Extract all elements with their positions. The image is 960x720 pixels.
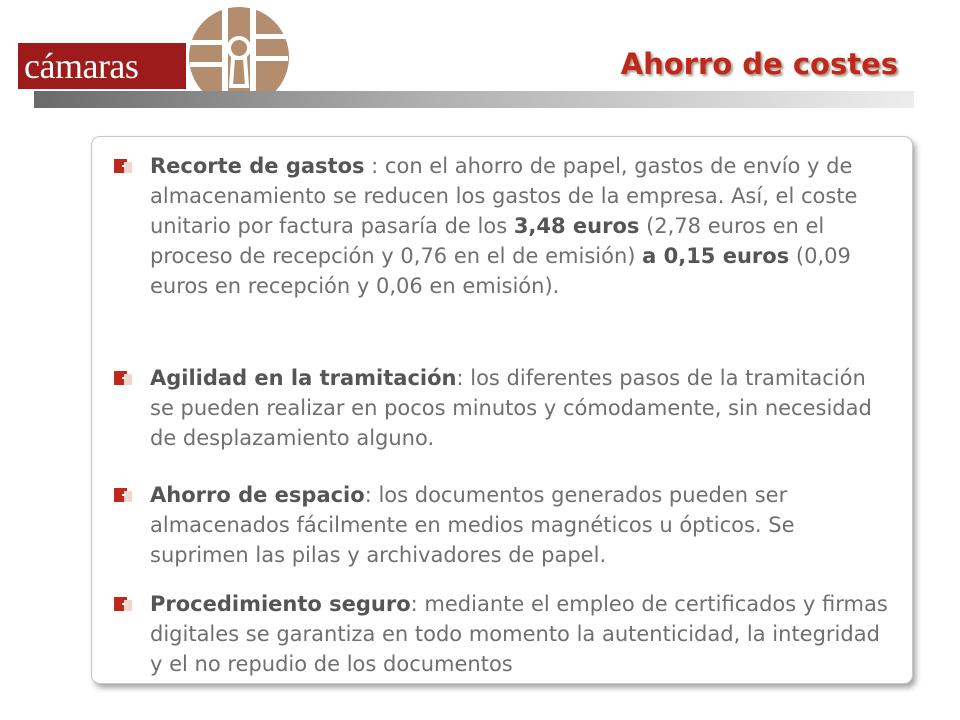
content-panel (91, 136, 913, 684)
item-term: Agilidad en la tramitación (150, 366, 457, 390)
list-item: Agilidad en la tramitación: los diferentes pasos de la tramitación se pueden realizar en pocos minutos y cómodamente, sin necesidad de desplazamiento alguno. (150, 363, 890, 453)
item-term: Recorte de gastos (150, 154, 365, 178)
bullet-icon (114, 597, 132, 611)
list-item: Recorte de gastos : con el ahorro de papel, gastos de envío y de almacenamiento se reducen los gastos de la empresa. Así, el coste unitario por factura pasaría de los 3,48 euros (2,78 euros en el proceso de recepción y 0,76 en el de emisión) a 0,15 euros (0,09 euros en recepción y 0,06 en emisión). (150, 151, 890, 301)
bullet-icon (114, 371, 132, 385)
bullet-icon (114, 488, 132, 502)
list-item: Ahorro de espacio: los documentos generados pueden ser almacenados fácilmente en medios magnéticos u ópticos. Se suprimen las pilas y archivadores de papel. (150, 480, 890, 570)
camaras-logo: cámaras (18, 43, 186, 89)
list-item: Procedimiento seguro: mediante el empleo de certificados y firmas digitales se garantiza en todo momento la autenticidad, la integridad y el no repudio de los documentos (150, 589, 890, 679)
title-underline-bar (34, 91, 914, 108)
bullet-icon (114, 159, 132, 173)
item-term: Procedimiento seguro (150, 592, 411, 616)
page-title: Ahorro de costes (620, 47, 898, 81)
item-term: Ahorro de espacio (150, 483, 365, 507)
